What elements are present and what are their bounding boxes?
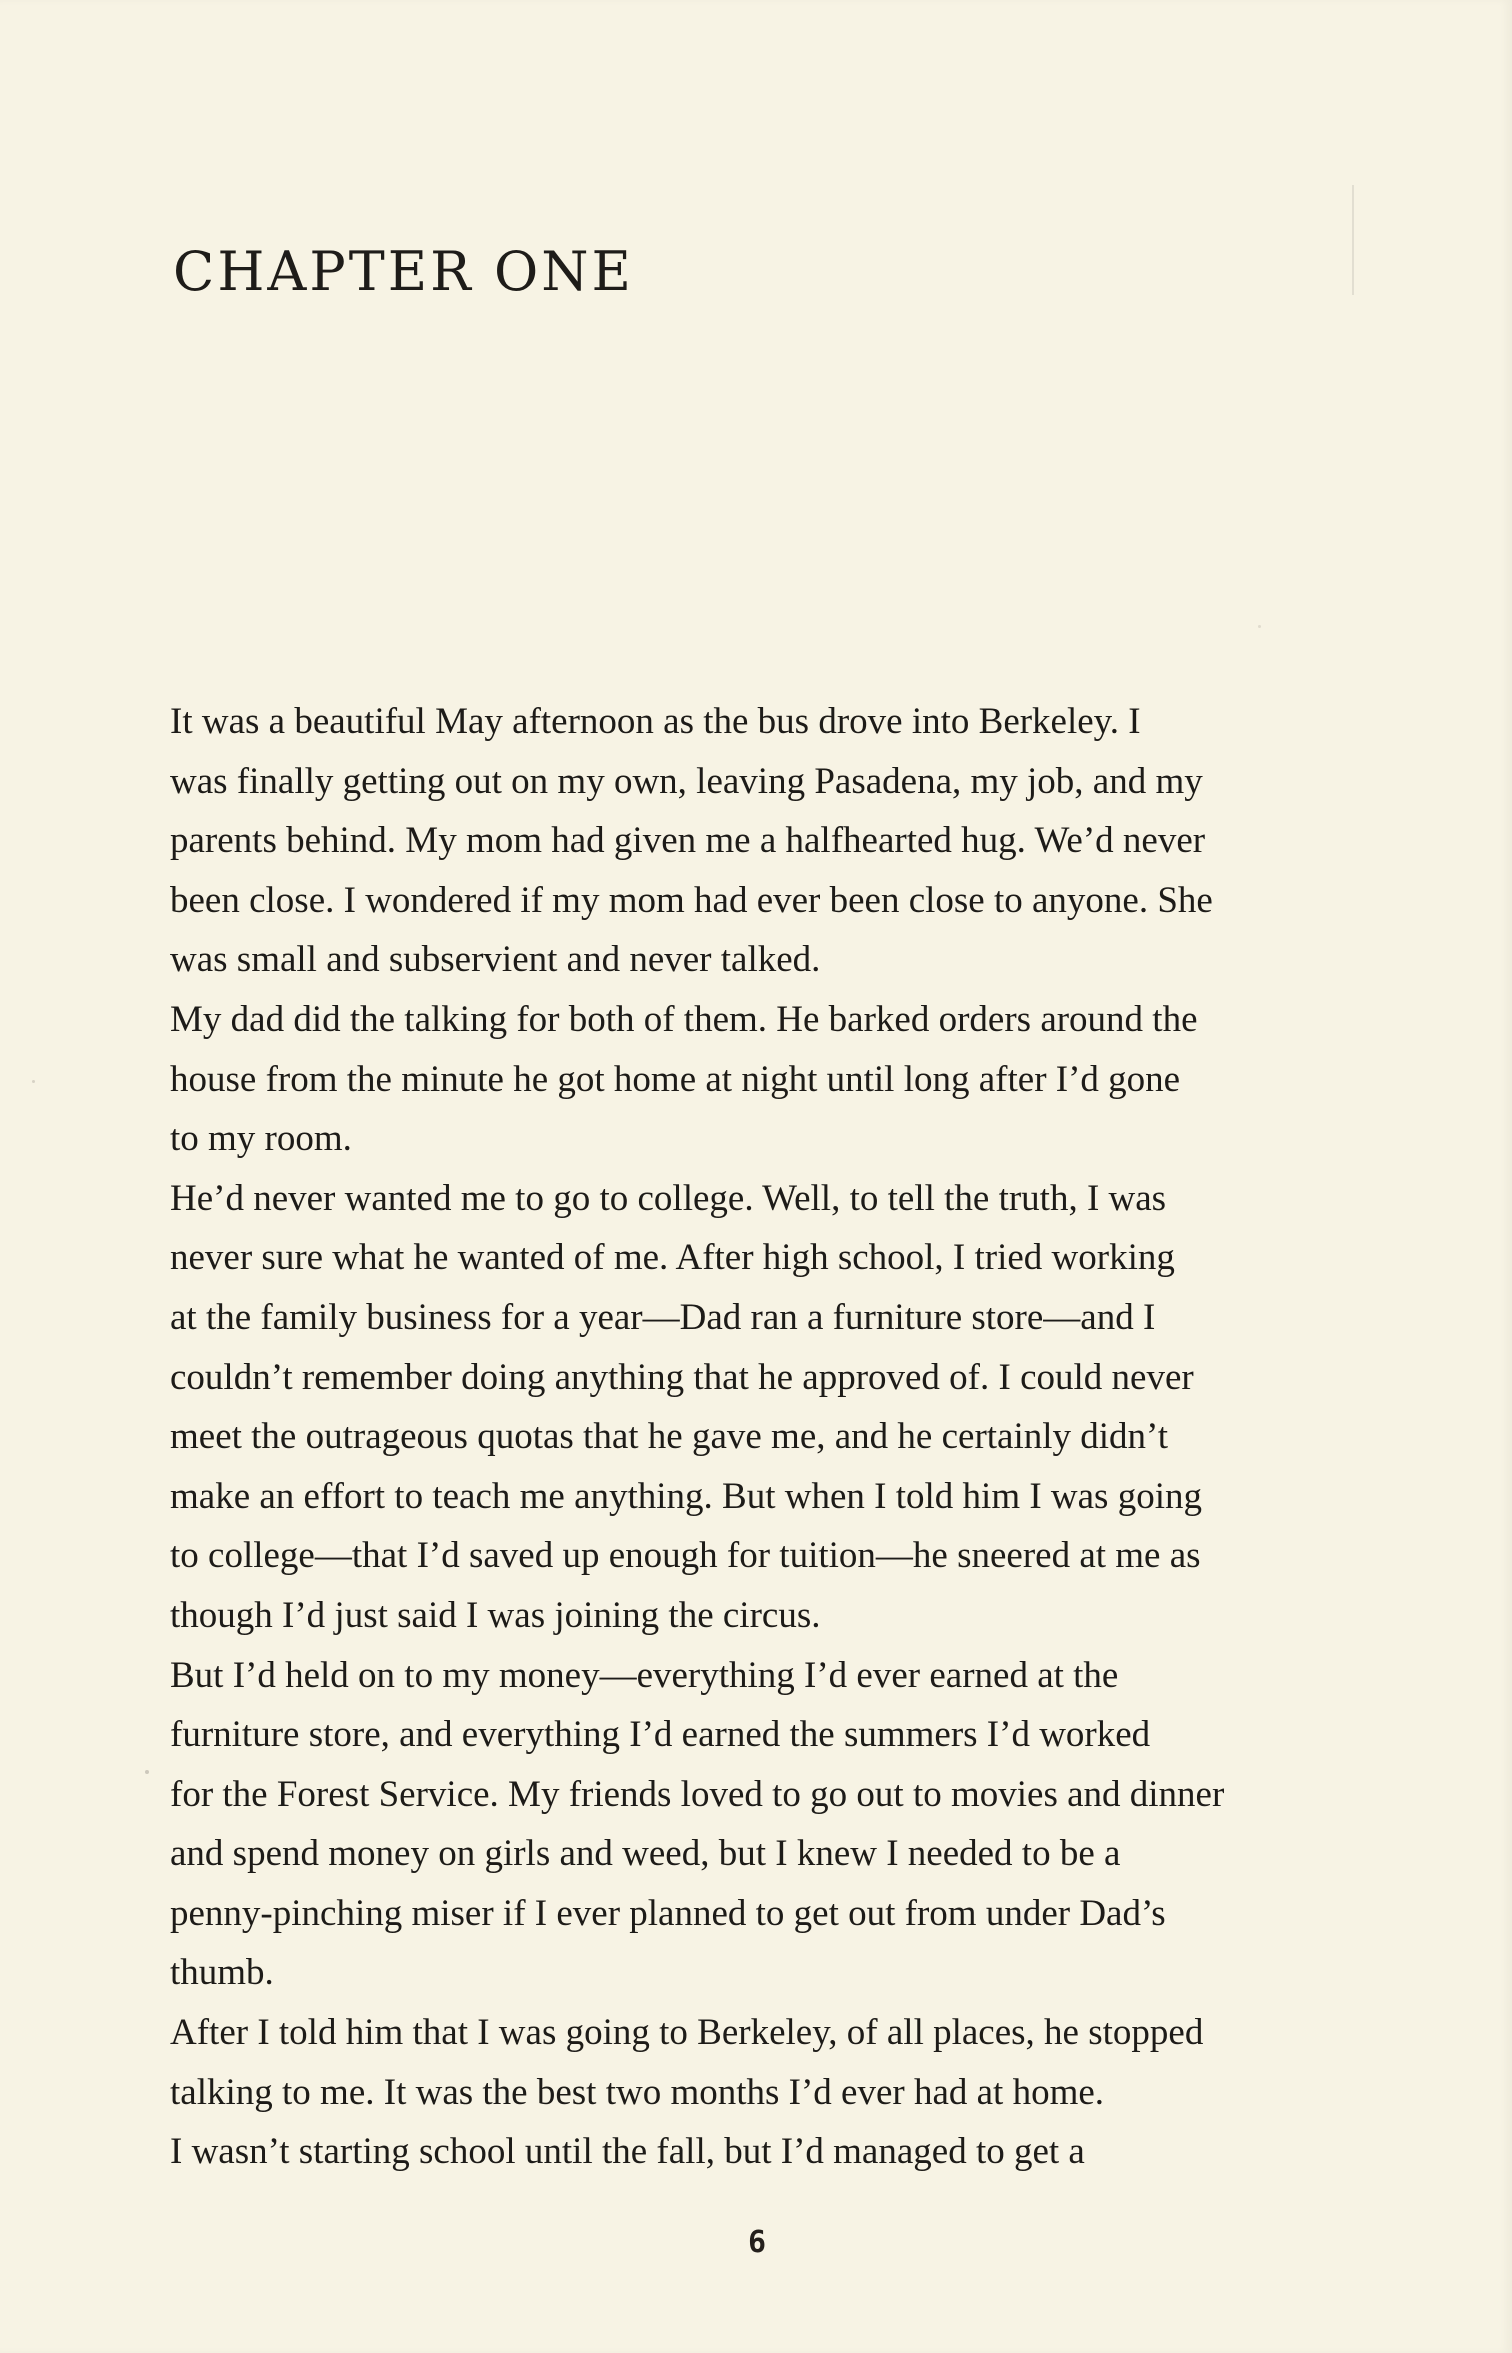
body-line: talking to me. It was the best two months I’d ever had at home. (170, 2071, 1105, 2113)
body-line: though I’d just said I was joining the circus. (170, 1594, 821, 1636)
body-line: It was a beautiful May afternoon as the bus drove into Berkeley. I (170, 701, 1141, 742)
body-line: to college—that I’d saved up enough for tuition—he sneered at me as (170, 1535, 1201, 1577)
body-line: house from the minute he got home at night until long after I’d gone (170, 1058, 1181, 1100)
page-number: 6 (747, 2225, 767, 2260)
scan-mark (1352, 185, 1354, 295)
body-line: thumb. (170, 1952, 274, 1994)
chapter-title: CHAPTER ONE (173, 240, 634, 304)
scan-speck (145, 1770, 149, 1774)
body-line: meet the outrageous quotas that he gave me, and he certainly didn’t (170, 1416, 1168, 1458)
body-line: at the family business for a year—Dad ran a furniture store—and I (170, 1296, 1156, 1338)
scan-speck (1258, 625, 1261, 628)
body-line: was finally getting out on my own, leaving Pasadena, my job, and my (170, 760, 1203, 802)
body-line: and spend money on girls and weed, but I knew I needed to be a (170, 1833, 1121, 1875)
body-line: furniture store, and everything I’d earned the summers I’d worked (170, 1714, 1151, 1756)
body-line: But I’d held on to my money—everything I’d ever earned at the (170, 1654, 1119, 1696)
body-line: never sure what he wanted of me. After high school, I tried working (170, 1237, 1175, 1279)
body-line: penny-pinching miser if I ever planned to get out from under Dad’s (170, 1892, 1166, 1934)
body-line: was small and subservient and never talked. (170, 939, 821, 981)
body-line: My dad did the talking for both of them. He barked orders around the (170, 998, 1198, 1040)
body-line: After I told him that I was going to Berkeley, of all places, he stopped (170, 2012, 1204, 2054)
body-line: He’d never wanted me to go to college. Well, to tell the truth, I was (170, 1177, 1167, 1219)
chapter-body (170, 692, 1350, 2182)
body-line: to my room. (170, 1118, 352, 1160)
body-line: parents behind. My mom had given me a halfhearted hug. We’d never (170, 820, 1206, 862)
body-line: been close. I wondered if my mom had ever been close to anyone. She (170, 879, 1213, 921)
body-line: for the Forest Service. My friends loved to go out to movies and dinner (170, 1773, 1225, 1815)
body-line: I wasn’t starting school until the fall, but I’d managed to get a (170, 2131, 1085, 2173)
body-line: couldn’t remember doing anything that he approved of. I could never (170, 1356, 1194, 1398)
scan-speck (32, 1080, 35, 1083)
body-line: make an effort to teach me anything. But when I told him I was going (170, 1475, 1202, 1517)
